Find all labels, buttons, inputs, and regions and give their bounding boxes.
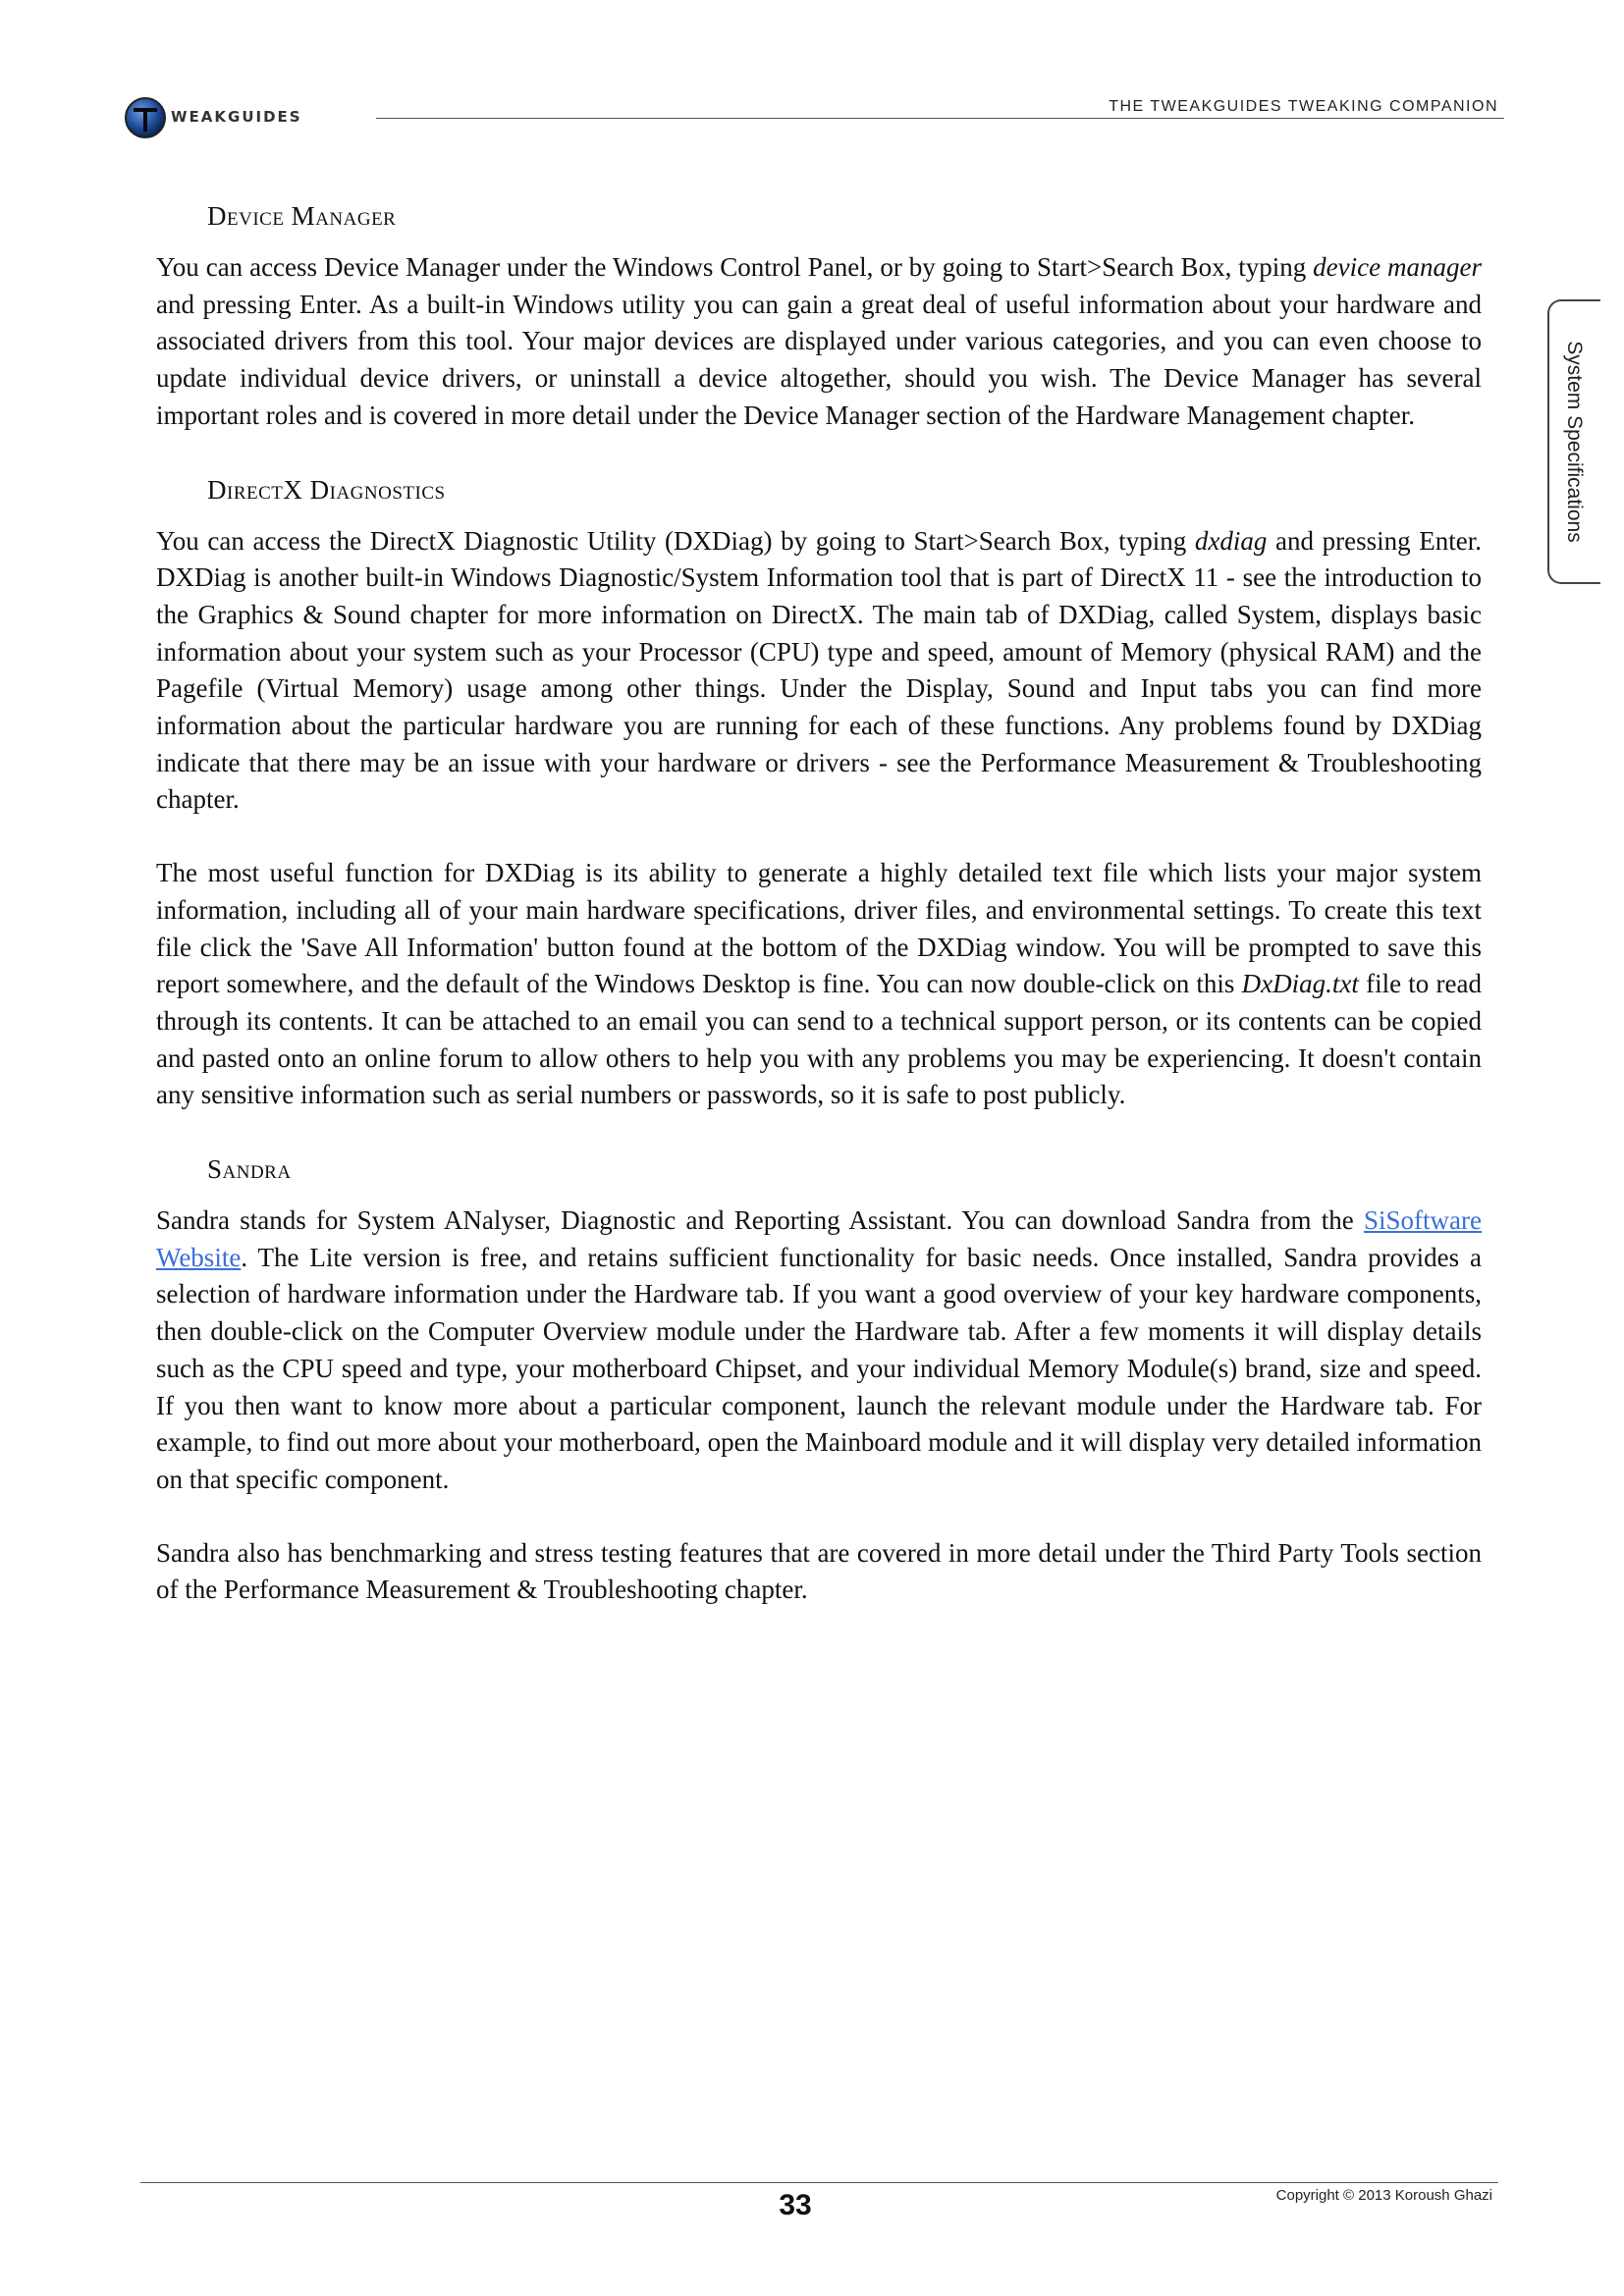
text-segment: You can access Device Manager under the Windows Control Panel, or by going to Start>Search Box, typing <box>156 252 1314 282</box>
logo-text: WEAKGUIDES <box>171 108 302 126</box>
paragraph-sandra-2: Sandra also has benchmarking and stress testing features that are covered in more detail under the Third Party Tools section of the Performance Measurement & Troubleshooting chapter. <box>156 1537 1482 1605</box>
sisoftware-website-link[interactable]: SiSoftware Website <box>156 1205 1482 1272</box>
header-title: THE TWEAKGUIDES TWEAKING COMPANION <box>1109 98 1498 115</box>
emphasis-text: device manager <box>1313 252 1482 282</box>
emphasis-text: dxdiag <box>1194 525 1268 556</box>
text-segment: file to read through its contents. It can be attached to an email you can send to a technical support person, or its contents can be copied and pasted onto an online forum to allow others to help you with any problems you may be experiencing. It doesn't contain any sensitive information such as serial numbers or passwords, so it is safe to post publicly. <box>156 969 1482 1110</box>
heading-sandra: Sandra <box>207 1154 292 1185</box>
text-segment: . The Lite version is free, and retains sufficient functionality for basic needs. Once installed, Sandra provides a selection of hardware information under the Hardware tab. If you want a good overview of your key hardware components, then double-click on the Computer Overview module under the Hardware tab. After a few moments it will display details such as the CPU speed and type, your motherboard Chipset, and your individual Memory Module(s) brand, size and speed. If you then want to know more about a particular component, launch the relevant module under the Hardware tab. For example, to find out more about your motherboard, open the Mainboard module and it will display very detailed information on that specific component. <box>156 1242 1482 1494</box>
header-rule <box>376 118 1504 119</box>
heading-directx-diagnostics: DirectX Diagnostics <box>207 474 446 505</box>
paragraph-directx-1 <box>156 523 1482 820</box>
copyright-notice: Copyright © 2013 Koroush Ghazi <box>1275 2187 1492 2204</box>
side-tab-label: System Specifications <box>1563 341 1586 543</box>
tweakguides-logo <box>124 96 359 141</box>
text-segment: and pressing Enter. DXDiag is another built-in Windows Diagnostic/System Information tool that is part of DirectX 11 - see the introduction to the Graphics & Sound chapter for more information on DirectX. The main tab of DXDiag, called System, displays basic information about your system such as your Processor (CPU) type and speed, amount of Memory (physical RAM) and the Pagefile (Virtual Memory) usage among other things. Under the Display, Sound and Input tabs you can find more information about the particular hardware you are running for each of these functions. Any problems found by DXDiag indicate that there may be an issue with your hardware or drivers - see the Performance Measurement & Troubleshooting chapter. <box>156 525 1482 815</box>
paragraph-directx-2 <box>156 855 1482 1114</box>
text-segment: Sandra stands for System ANalyser, Diagnostic and Reporting Assistant. You can download Sandra from the <box>156 1205 1365 1236</box>
paragraph-device-manager <box>156 249 1482 435</box>
logo-globe-icon <box>124 96 167 139</box>
footer-rule <box>140 2182 1498 2183</box>
text-segment: The most useful function for DXDiag is its ability to generate a highly detailed text file which lists your major system information, including all of your main hardware specifications, driver files, and environmental settings. To create this text file click the 'Save All Information' button found at the bottom of the DXDiag window. You will be prompted to save this report somewhere, and the default of the Windows Desktop is fine. You can now double-click on this <box>156 858 1482 999</box>
page-content <box>156 200 1482 1646</box>
text-segment: and pressing Enter. As a built-in Windows utility you can gain a great deal of useful information about your hardware and associated drivers from this tool. Your major devices are displayed under various categories, and you can even choose to update individual device drivers, or uninstall a device altogether, should you wish. The Device Manager has several important roles and is covered in more detail under the Device Manager section of the Hardware Management chapter. <box>156 289 1482 430</box>
page-number: 33 <box>779 2189 812 2221</box>
emphasis-text: DxDiag.txt <box>1241 969 1359 999</box>
heading-device-manager: Device Manager <box>207 201 397 231</box>
paragraph-sandra-1 <box>156 1202 1482 1499</box>
text-segment: You can access the DirectX Diagnostic Utility (DXDiag) by going to Start>Search Box, typing <box>156 525 1195 556</box>
